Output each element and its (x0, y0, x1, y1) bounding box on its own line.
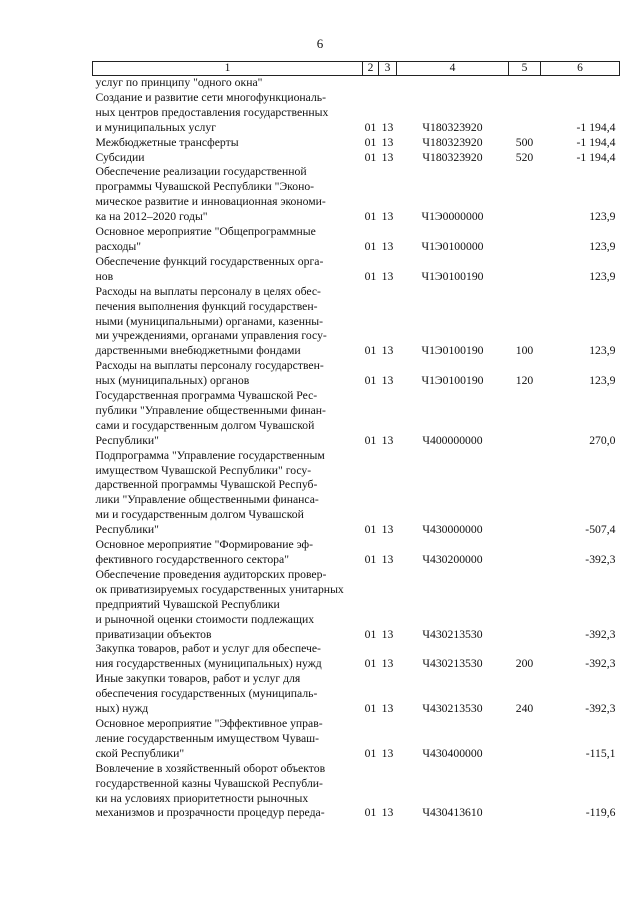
table-row (93, 359, 620, 389)
row-expense-type (509, 165, 541, 225)
table-row (93, 91, 620, 136)
row-section: 01 (364, 269, 377, 283)
table-row (93, 642, 620, 672)
row-subsection: 13 (381, 627, 394, 641)
row-description: Межбюджетные трансферты (95, 135, 239, 149)
row-target-code: Ч1Э0100000 (421, 239, 484, 253)
row-subsection: 13 (381, 150, 394, 164)
row-target-code: Ч430400000 (422, 746, 483, 760)
row-expense-type (509, 717, 541, 762)
row-amount (541, 76, 620, 91)
row-expense-type: 200 (515, 657, 534, 671)
table-row (93, 225, 620, 255)
row-subsection: 13 (381, 702, 394, 716)
row-description: Обеспечение функций государственных орга- нов (95, 254, 324, 283)
row-description: Основное мероприятие "Эффективное управ- ление государственным имуществом Чуваш- ской Республики" (95, 716, 323, 760)
row-amount: -115,1 (585, 746, 616, 760)
row-target-code: Ч180323920 (422, 135, 483, 149)
row-amount: -392,3 (585, 702, 616, 716)
table-row (93, 389, 620, 449)
row-section: 01 (364, 657, 377, 671)
row-section: 01 (364, 135, 377, 149)
row-description: Обеспечение проведения аудиторских провер- ок приватизируемых государственных унитарных предприятий Чувашской Республики и рыночной оценки стоимости подлежащих приватизации объектов (95, 567, 344, 641)
row-target-code (397, 76, 509, 91)
row-amount: -119,6 (585, 806, 616, 820)
row-target-code: Ч430213530 (422, 627, 483, 641)
row-subsection: 13 (381, 239, 394, 253)
row-amount: -1 194,4 (576, 120, 616, 134)
row-expense-type (509, 762, 541, 822)
row-subsection: 13 (381, 374, 394, 388)
row-subsection: 13 (381, 657, 394, 671)
row-target-code: Ч1Э0000000 (421, 210, 484, 224)
row-expense-type: 520 (515, 150, 534, 164)
budget-table (92, 61, 620, 821)
column-header-6: 6 (541, 62, 620, 76)
column-header-3: 3 (379, 62, 397, 76)
column-header-4: 4 (397, 62, 509, 76)
row-subsection: 13 (381, 344, 394, 358)
row-subsection: 13 (381, 746, 394, 760)
row-description: услуг по принципу "одного окна" (95, 76, 263, 89)
row-target-code: Ч430413610 (422, 806, 483, 820)
table-row (93, 762, 620, 822)
row-amount: -1 194,4 (576, 150, 616, 164)
row-description: Государственная программа Чувашской Рес- публики "Управление общественными финан- сами и государственным долгом Чувашской Республики" (95, 389, 326, 447)
row-description: Создание и развитие сети многофункциональ- ных центров предоставления государственных и муниципальных услуг (95, 90, 329, 134)
row-amount: 123,9 (589, 344, 616, 358)
row-section: 01 (364, 433, 377, 447)
row-amount: -392,3 (585, 627, 616, 641)
column-header-5: 5 (509, 62, 541, 76)
row-amount: -1 194,4 (576, 135, 616, 149)
row-subsection: 13 (381, 120, 394, 134)
table-row (93, 255, 620, 285)
row-description: Закупка товаров, работ и услуг для обеспече- ния государственных (муниципальных) нужд (95, 642, 322, 671)
row-section: 01 (364, 374, 377, 388)
row-target-code: Ч400000000 (422, 433, 483, 447)
row-target-code: Ч430213530 (422, 657, 483, 671)
row-amount: 270,0 (589, 433, 616, 447)
row-expense-type: 100 (515, 344, 534, 358)
row-expense-type: 500 (515, 135, 534, 149)
table-row (93, 165, 620, 225)
row-target-code: Ч1Э0100190 (421, 374, 484, 388)
row-description: Вовлечение в хозяйственный оборот объектов государственной казны Чувашской Республи- ки на условиях приоритетности рыночных механизмов и прозрачности процедур переда- (95, 761, 326, 820)
row-subsection: 13 (381, 269, 394, 283)
table-row (93, 136, 620, 151)
row-amount: -392,3 (585, 553, 616, 566)
row-target-code: Ч430200000 (422, 553, 483, 566)
table-row (93, 285, 620, 360)
row-description: Расходы на выплаты персоналу государствен- ных (муниципальных) органов (95, 359, 324, 388)
table-row (93, 717, 620, 762)
row-expense-type (509, 568, 541, 643)
row-target-code: Ч430213530 (422, 702, 483, 716)
row-amount: -507,4 (585, 523, 616, 537)
row-amount: 123,9 (589, 210, 616, 224)
row-subsection: 13 (381, 553, 394, 566)
row-subsection: 13 (381, 433, 394, 447)
row-description: Обеспечение реализации государственной программы Чувашской Республики "Эконо- мическое развитие и инновационная экономи- ка на 2012–2020 годы" (95, 165, 326, 224)
row-amount: 123,9 (589, 374, 616, 388)
row-description: Основное мероприятие "Общепрограммные расходы" (95, 225, 316, 253)
row-target-code: Ч1Э0100190 (421, 344, 484, 358)
row-expense-type: 120 (515, 374, 534, 388)
row-description: Субсидии (95, 150, 145, 164)
row-section: 01 (364, 702, 377, 716)
row-subsection: 13 (381, 523, 394, 537)
row-section: 01 (364, 344, 377, 358)
row-description: Иные закупки товаров, работ и услуг для обеспечения государственных (муниципаль- ных) нужд (95, 672, 318, 716)
table-row (93, 76, 620, 91)
row-subsection (379, 76, 397, 91)
row-section: 01 (364, 120, 377, 134)
table-row (93, 151, 620, 166)
row-amount: -392,3 (585, 657, 616, 671)
table-row (93, 672, 620, 717)
row-description: Расходы на выплаты персоналу в целях обес- печения выполнения функций государствен- ными (муниципальными) органами, казенны- ми учреждениями, органами управления госу- дарственными внебюджетными фондами (95, 284, 327, 358)
row-amount: 123,9 (589, 269, 616, 283)
row-section: 01 (364, 523, 377, 537)
row-amount: 123,9 (589, 239, 616, 253)
row-expense-type (509, 225, 541, 255)
row-expense-type (509, 538, 541, 568)
column-header-1: 1 (93, 62, 363, 76)
row-expense-type (509, 389, 541, 449)
table-row (93, 449, 620, 538)
row-expense-type (509, 255, 541, 285)
row-target-code: Ч180323920 (422, 120, 483, 134)
row-section: 01 (364, 746, 377, 760)
row-expense-type (509, 91, 541, 136)
row-expense-type (509, 76, 541, 91)
row-section: 01 (364, 553, 377, 566)
table-row (93, 538, 620, 568)
row-target-code: Ч430000000 (422, 523, 483, 537)
row-expense-type (509, 449, 541, 538)
row-description: Основное мероприятие "Формирование эф- фективного государственного сектора" (95, 538, 314, 566)
table-row (93, 568, 620, 643)
row-target-code: Ч180323920 (422, 150, 483, 164)
row-section (363, 76, 379, 91)
page-number: 6 (316, 36, 324, 51)
table-header-row (93, 62, 620, 76)
row-section: 01 (364, 150, 377, 164)
row-section: 01 (364, 627, 377, 641)
row-expense-type: 240 (515, 702, 534, 716)
row-target-code: Ч1Э0100190 (421, 269, 484, 283)
row-subsection: 13 (381, 806, 394, 820)
row-section: 01 (364, 210, 377, 224)
row-subsection: 13 (381, 135, 394, 149)
row-description: Подпрограмма "Управление государственным имуществом Чувашской Республики" госу- дарственной программы Чувашской Респуб- лики "Управление общественными финанса- ми и государственным долгом Чувашской Республики" (95, 448, 325, 537)
row-section: 01 (364, 806, 377, 820)
row-subsection: 13 (381, 210, 394, 224)
column-header-2: 2 (363, 62, 379, 76)
row-section: 01 (364, 239, 377, 253)
